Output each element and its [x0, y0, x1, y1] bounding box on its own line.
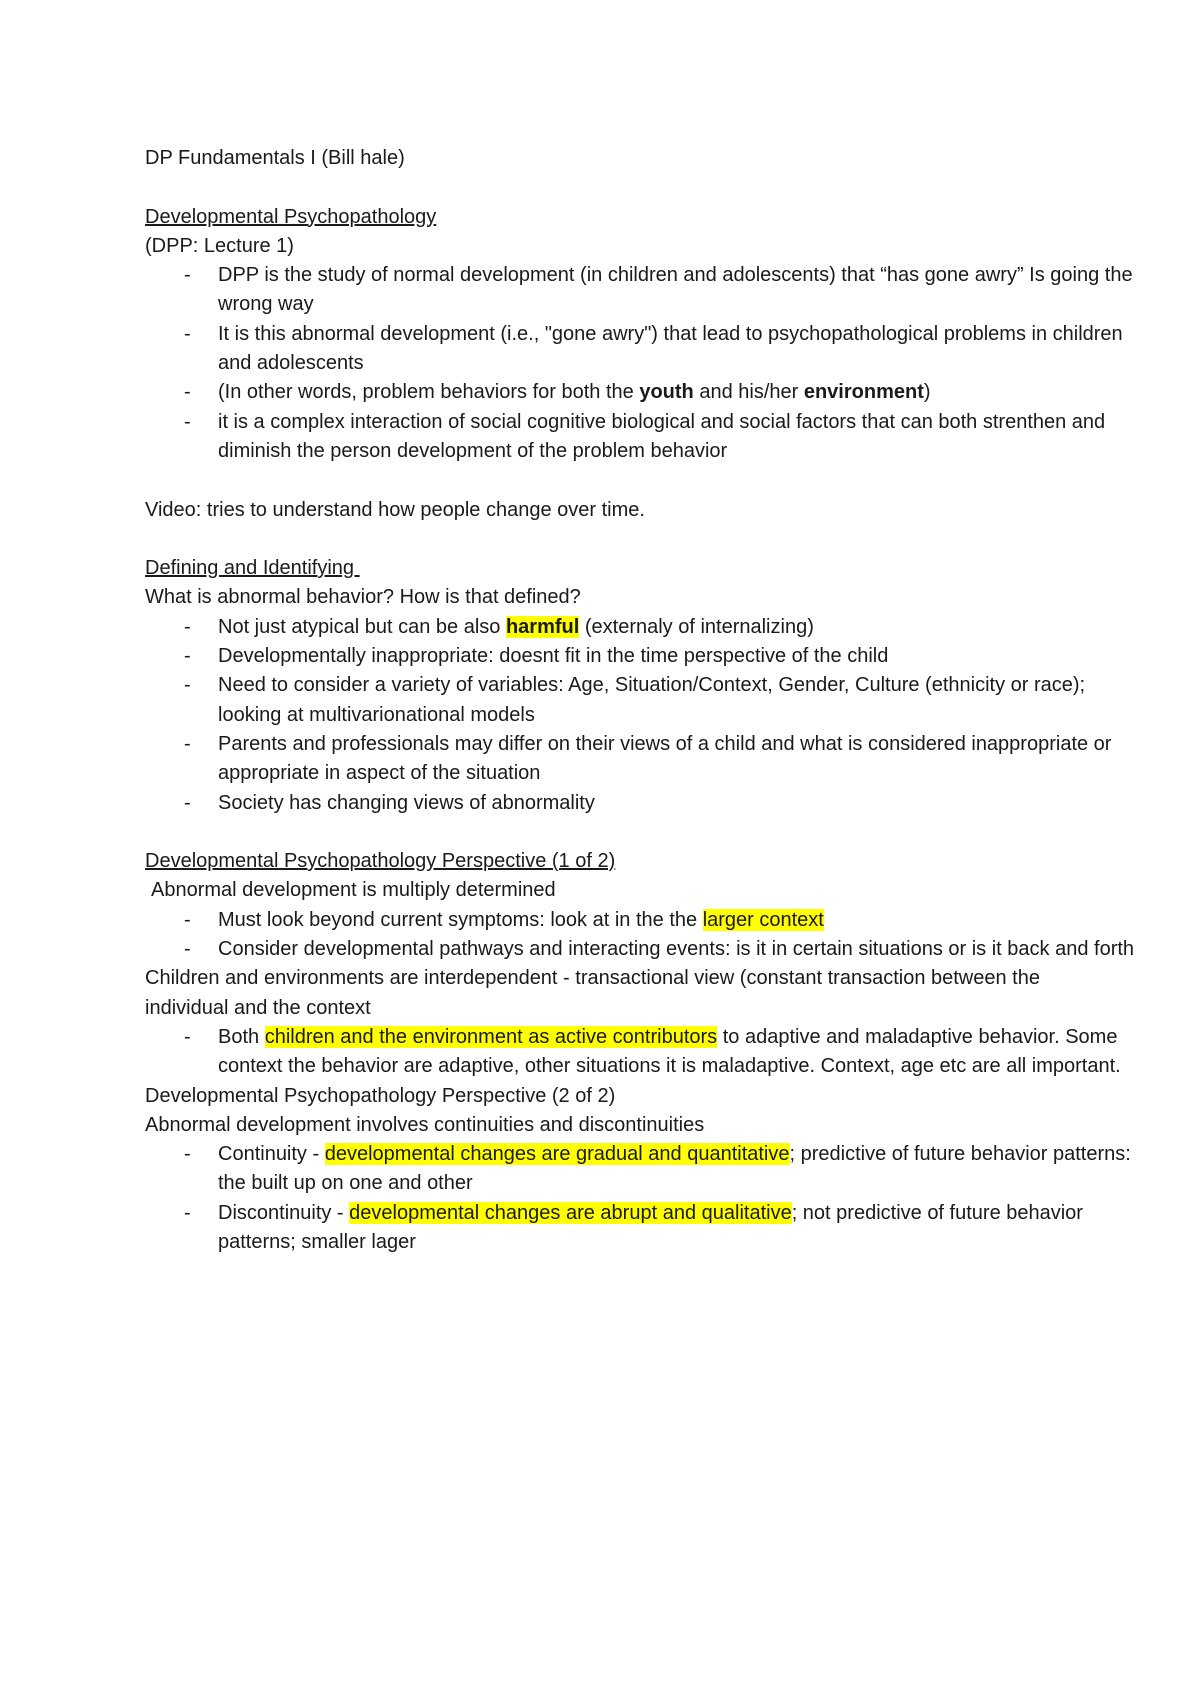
section-heading-perspective-1: Developmental Psychopathology Perspective (1 of 2) — [145, 850, 616, 873]
highlighted-text: larger context — [702, 908, 824, 931]
dash-bullet: - — [184, 1025, 191, 1048]
dash-bullet: - — [184, 381, 191, 404]
list-item: - Must look beyond current symptoms: look at in the the larger context — [145, 906, 1135, 935]
section-subheading: Abnormal development involves continuities and discontinuities — [145, 1113, 705, 1136]
paragraph: Children and environments are interdependent - transactional view (constant transaction between the individual and the context — [145, 967, 1040, 1019]
list-item: - It is this abnormal development (i.e., "gone awry") that lead to psychopathological problems in children and adolescents — [145, 320, 1135, 379]
highlighted-text: developmental changes are gradual and quantitative — [324, 1143, 790, 1166]
bullet-list — [145, 261, 1133, 466]
section-heading-perspective-2: Developmental Psychopathology Perspective (2 of 2) — [145, 1084, 616, 1107]
highlighted-bold-term: harmful — [505, 615, 580, 638]
section-question: What is abnormal behavior? How is that defined? — [145, 586, 581, 609]
list-item: - Both children and the environment as active contributors to adaptive and maladaptive behavior. Some context the behavior are adaptive, other situations it is maladaptive. Context, age etc are all important. — [145, 1023, 1135, 1082]
bullet-list — [145, 906, 1135, 965]
dash-bullet: - — [184, 732, 191, 755]
list-item: - Discontinuity - developmental changes are abrupt and qualitative; not predictive of future behavior patterns; smaller lager — [145, 1199, 1135, 1258]
dash-bullet: - — [184, 322, 191, 345]
highlighted-text: developmental changes are abrupt and qualitative — [349, 1201, 792, 1224]
list-item: - DPP is the study of normal development (in children and adolescents) that “has gone awry” Is going the wrong way — [145, 261, 1135, 320]
list-item: - (In other words, problem behaviors for both the youth and his/her environment) — [145, 378, 1135, 407]
dash-bullet: - — [184, 615, 191, 638]
spacer — [145, 818, 1100, 847]
section-subheading: Abnormal development is multiply determined — [151, 879, 556, 902]
list-item: - Parents and professionals may differ on their views of a child and what is considered inappropriate or appropriate in aspect of the situation — [145, 730, 1135, 789]
bold-term: environment — [803, 381, 924, 404]
document-title: DP Fundamentals I (Bill hale) — [145, 147, 405, 169]
bullet-list — [145, 613, 1112, 818]
dash-bullet: - — [184, 1201, 191, 1224]
section-heading-defining: Defining and Identifying — [145, 557, 360, 580]
list-item: - Consider developmental pathways and interacting events: is it in certain situations or is it back and forth — [145, 935, 1135, 964]
highlighted-text: children and the environment as active contributors — [264, 1025, 718, 1048]
dash-bullet: - — [184, 908, 191, 931]
dash-bullet: - — [184, 410, 191, 433]
list-item: - Continuity - developmental changes are gradual and quantitative; predictive of future behavior patterns: the built up on one and other — [145, 1140, 1135, 1199]
section-heading-dpp: Developmental Psychopathology — [145, 205, 437, 228]
dash-bullet: - — [184, 264, 191, 287]
dash-bullet: - — [184, 791, 191, 814]
section-subheading: (DPP: Lecture 1) — [145, 234, 294, 257]
dash-bullet: - — [184, 1143, 191, 1166]
spacer — [145, 173, 1100, 202]
spacer — [145, 466, 1100, 495]
list-item: - it is a complex interaction of social cognitive biological and social factors that can both strenthen and diminish the person development of the problem behavior — [145, 408, 1135, 467]
list-item: - Society has changing views of abnormality — [145, 789, 1135, 818]
dash-bullet: - — [184, 674, 191, 697]
bullet-list — [145, 1023, 1121, 1082]
spacer — [145, 525, 1100, 554]
list-item: - Developmentally inappropriate: doesnt fit in the time perspective of the child — [145, 642, 1135, 671]
list-item: - Not just atypical but can be also harmful (externaly of internalizing) — [145, 613, 1135, 642]
dash-bullet: - — [184, 938, 191, 961]
list-item: - Need to consider a variety of variables: Age, Situation/Context, Gender, Culture (ethnicity or race); looking at multivarionational models — [145, 671, 1135, 730]
dash-bullet: - — [184, 645, 191, 668]
bullet-list — [145, 1140, 1131, 1257]
bold-term: youth — [639, 381, 694, 404]
video-note: Video: tries to understand how people change over time. — [145, 498, 645, 521]
